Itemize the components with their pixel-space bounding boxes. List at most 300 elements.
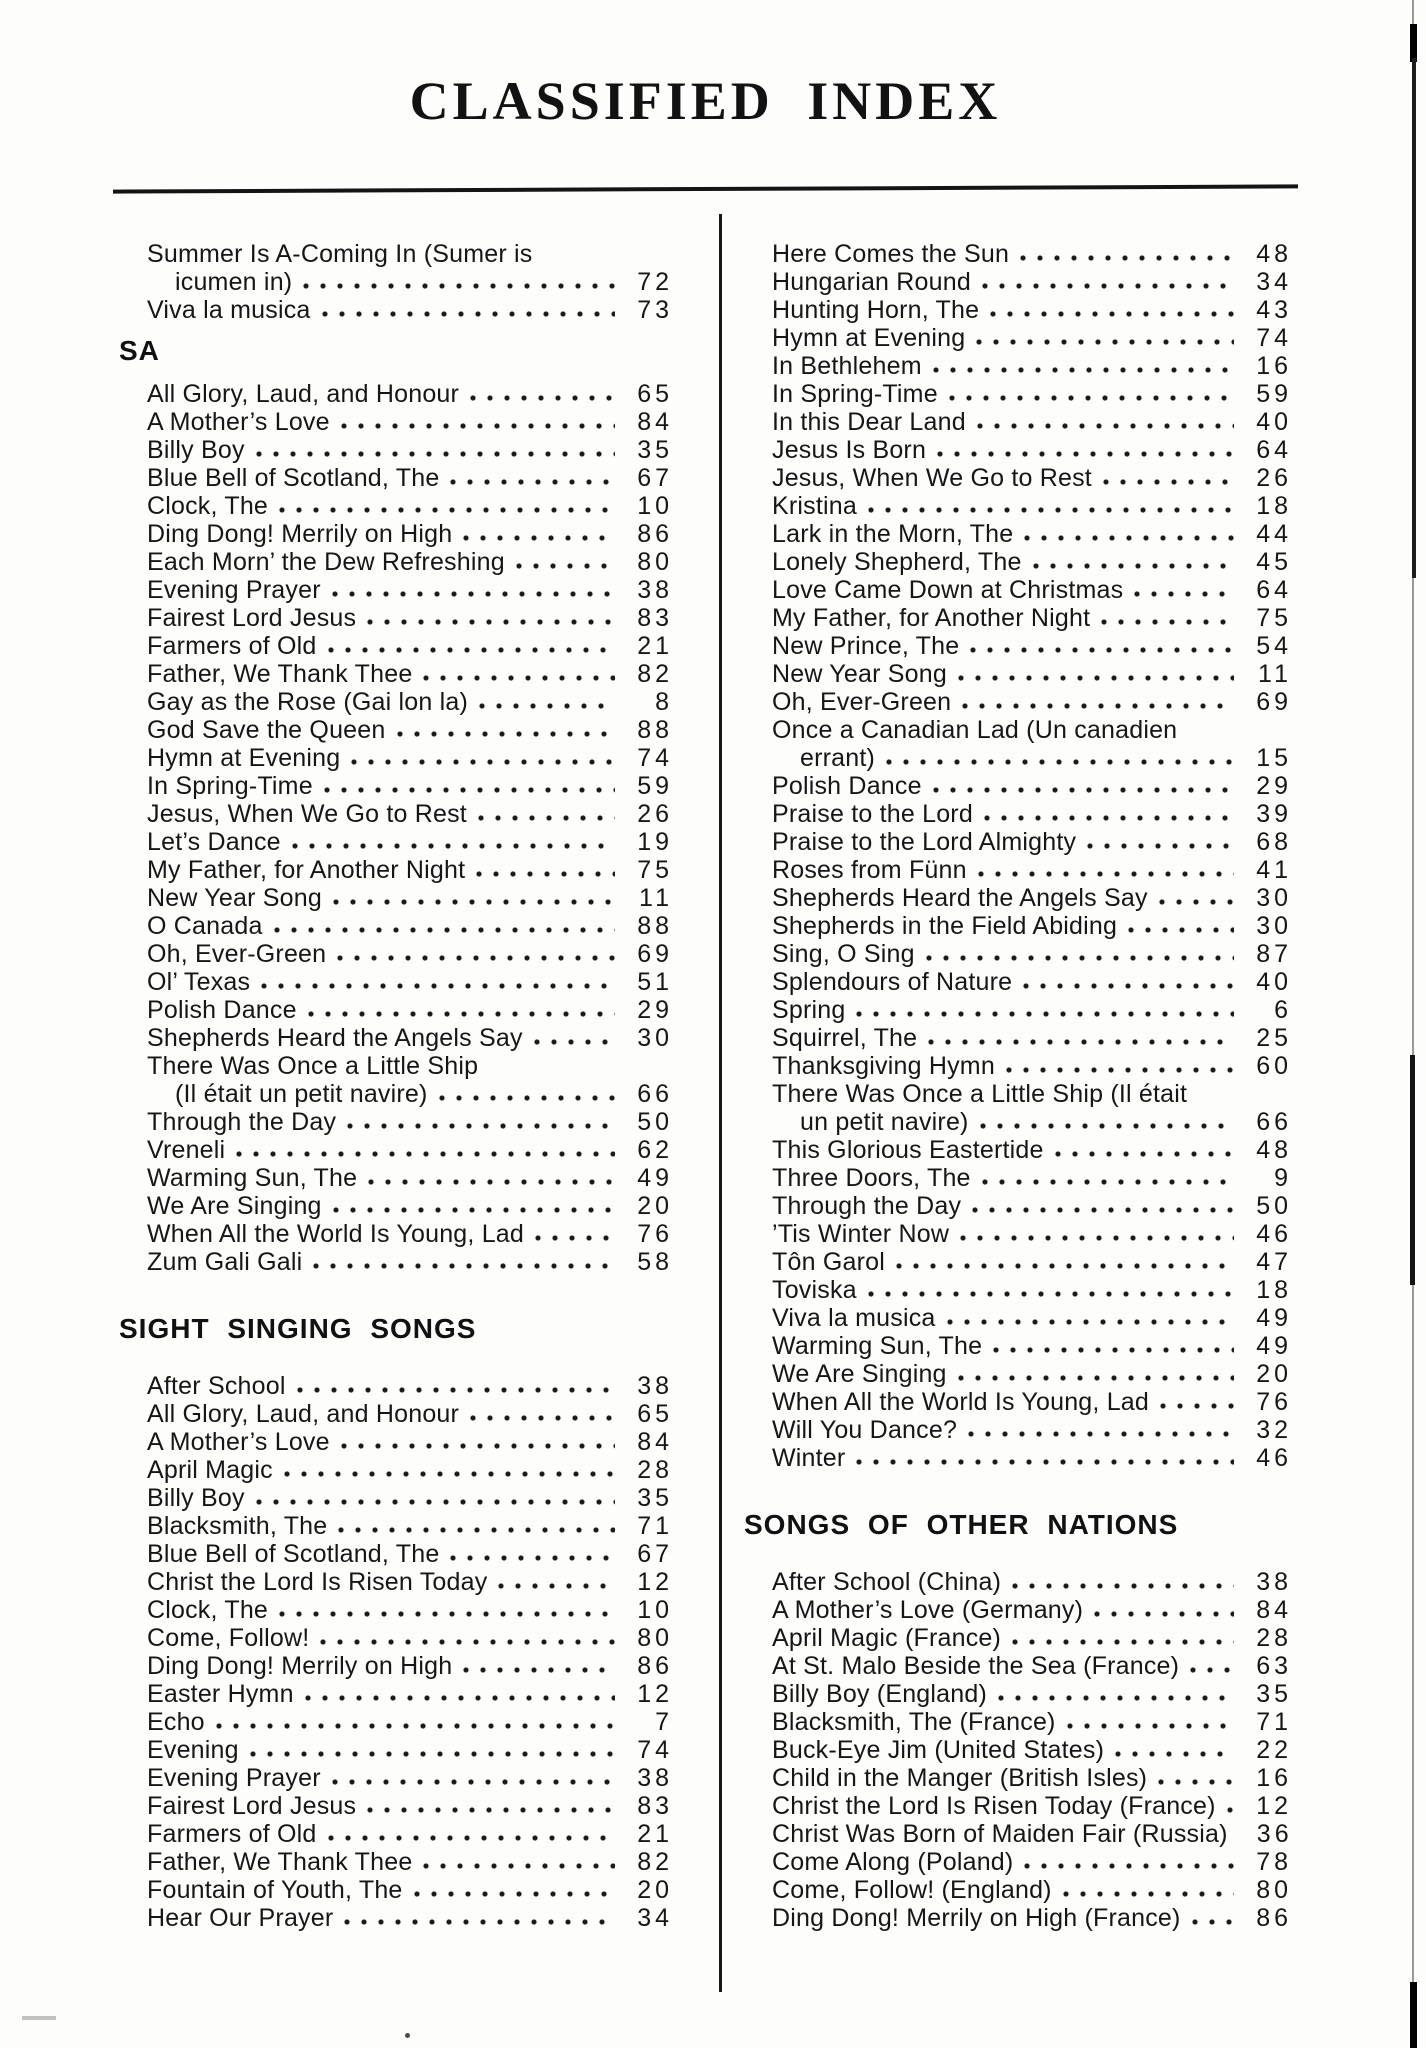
leader-dots: [364, 1164, 615, 1192]
song-title: New Year Song: [147, 884, 322, 912]
leader-dots: [973, 408, 1234, 436]
song-title: Christ the Lord Is Risen Today (France): [772, 1792, 1216, 1820]
page-number: 39: [1256, 800, 1292, 828]
page-number: 30: [1256, 884, 1292, 912]
page-number: 80: [1256, 1876, 1292, 1904]
song-title: Billy Boy: [147, 1484, 245, 1512]
page-number: 75: [637, 856, 673, 884]
song-title: Easter Hymn: [147, 1680, 294, 1708]
index-entry-line: [147, 240, 673, 268]
song-title: Viva la musica: [147, 296, 311, 324]
index-entry-line: [147, 604, 673, 632]
page-number: 9: [1274, 1164, 1292, 1192]
index-entry-line: [147, 1904, 673, 1932]
page-number: 62: [637, 1136, 673, 1164]
song-title: Once a Canadian Lad (Un canadien: [772, 716, 1178, 744]
leader-dots: [328, 576, 615, 604]
index-entry-line: [147, 548, 673, 576]
page-number: 30: [1256, 912, 1292, 940]
song-title: April Magic: [147, 1456, 273, 1484]
page-number: 35: [1256, 1680, 1292, 1708]
page-number: 48: [1256, 1136, 1292, 1164]
leader-dots: [333, 940, 615, 968]
page-number: 66: [637, 1080, 673, 1108]
song-title: After School: [147, 1372, 286, 1400]
index-entry-line: [147, 1876, 673, 1904]
page-number: 69: [1256, 688, 1292, 716]
leader-dots: [958, 688, 1234, 716]
leader-dots: [324, 632, 616, 660]
index-entry-line: [147, 856, 673, 884]
leader-dots: [419, 1848, 615, 1876]
index-entry-line: [147, 800, 673, 828]
song-title: Let’s Dance: [147, 828, 281, 856]
page-number: 49: [1256, 1304, 1292, 1332]
page-number: 74: [637, 744, 673, 772]
page-number: 84: [1256, 1596, 1292, 1624]
song-title: Viva la musica: [772, 1304, 936, 1332]
page-number: 10: [637, 492, 673, 520]
leader-dots: [270, 912, 615, 940]
song-title: Tôn Garol: [772, 1248, 885, 1276]
song-title: Here Comes the Sun: [772, 240, 1010, 268]
index-entry-line: [147, 1428, 673, 1456]
leader-dots: [301, 1680, 615, 1708]
leader-dots: [252, 436, 615, 464]
page-number: 20: [1256, 1360, 1292, 1388]
page-number: 20: [637, 1192, 673, 1220]
song-title: Through the Day: [772, 1192, 962, 1220]
page-number: 65: [637, 1400, 673, 1428]
page-number: 30: [637, 1024, 673, 1052]
leader-dots: [922, 940, 1234, 968]
song-title: After School (China): [772, 1568, 1002, 1596]
song-title: In Spring-Time: [772, 380, 938, 408]
leader-dots: [363, 1792, 615, 1820]
song-title: Polish Dance: [772, 772, 922, 800]
leader-dots: [393, 716, 616, 744]
page-number: 47: [1256, 1248, 1292, 1276]
song-title: Praise to the Lord Almighty: [772, 828, 1077, 856]
song-title: God Save the Queen: [147, 716, 386, 744]
page-number: 51: [637, 968, 673, 996]
index-entry-line: [772, 1052, 1292, 1080]
leader-dots: [472, 856, 615, 884]
leader-dots: [1154, 1764, 1234, 1792]
page-number: 88: [637, 912, 673, 940]
leader-dots: [512, 548, 615, 576]
index-entry-line: [772, 548, 1292, 576]
page-number: 6: [1274, 996, 1292, 1024]
song-title: Shepherds in the Field Abiding: [772, 912, 1118, 940]
song-title: Jesus Is Born: [772, 436, 927, 464]
page-number: 84: [637, 408, 673, 436]
song-title: In this Dear Land: [772, 408, 966, 436]
leader-dots: [989, 1332, 1234, 1360]
song-title: Praise to the Lord: [772, 800, 973, 828]
index-entry-line: [147, 1764, 673, 1792]
page-number: 40: [1256, 968, 1292, 996]
song-title: Ding Dong! Merrily on High: [147, 520, 453, 548]
song-title: Gay as the Rose (Gai lon la): [147, 688, 469, 716]
song-title: Roses from Fünn: [772, 856, 967, 884]
page-number: 41: [1256, 856, 1292, 884]
page-number: 71: [637, 1512, 673, 1540]
song-title: O Canada: [147, 912, 263, 940]
song-title: Polish Dance: [147, 996, 297, 1024]
song-title: Hunting Horn, The: [772, 296, 980, 324]
leader-dots: [435, 1080, 615, 1108]
song-title: un petit navire): [800, 1108, 969, 1136]
song-title: We Are Singing: [772, 1360, 947, 1388]
index-entry-line: [147, 716, 673, 744]
leader-dots: [978, 1164, 1234, 1192]
leader-dots: [929, 352, 1234, 380]
index-entry-line: [147, 1484, 673, 1512]
song-title: Will You Dance?: [772, 1416, 958, 1444]
index-entry-line: [772, 1192, 1292, 1220]
leader-dots: [1083, 828, 1234, 856]
page-number: 12: [1256, 1792, 1292, 1820]
page-number: 26: [637, 800, 673, 828]
song-title: Each Morn’ the Dew Refreshing: [147, 548, 505, 576]
leader-dots: [299, 268, 615, 296]
page-number: 50: [1256, 1192, 1292, 1220]
song-title: Fountain of Youth, The: [147, 1876, 403, 1904]
song-title: When All the World Is Young, Lad: [772, 1388, 1150, 1416]
leader-dots: [280, 1456, 615, 1484]
song-title: Evening Prayer: [147, 1764, 321, 1792]
index-entry-line: [147, 296, 673, 324]
song-title: (Il était un petit navire): [175, 1080, 428, 1108]
page-number: 15: [1256, 744, 1292, 772]
index-entry-line: [147, 1792, 673, 1820]
index-entry-line: [147, 1052, 673, 1080]
song-title: Hymn at Evening: [147, 744, 341, 772]
leader-dots: [212, 1708, 615, 1736]
index-entry-line: [147, 1540, 673, 1568]
page-number: 21: [637, 1820, 673, 1848]
page-number: 40: [1256, 408, 1292, 436]
leader-dots: [304, 996, 615, 1024]
index-section: [119, 335, 673, 1276]
right-column: [744, 240, 1293, 1932]
leader-dots: [966, 632, 1234, 660]
song-title: This Glorious Eastertide: [772, 1136, 1044, 1164]
page-number: 48: [1256, 240, 1292, 268]
song-title: Christ the Lord Is Risen Today: [147, 1568, 488, 1596]
song-title: Father, We Thank Thee: [147, 660, 413, 688]
page-number: 38: [637, 1372, 673, 1400]
page-number: 11: [639, 884, 673, 912]
page-number: 83: [637, 604, 673, 632]
song-title: Blacksmith, The: [147, 1512, 328, 1540]
song-title: Billy Boy: [147, 436, 245, 464]
index-entry-line: [772, 884, 1292, 912]
page-number: 35: [637, 1484, 673, 1512]
leader-dots: [852, 996, 1234, 1024]
page-number: 86: [637, 520, 673, 548]
index-entry-line: [772, 800, 1292, 828]
song-title: All Glory, Laud, and Honour: [147, 380, 460, 408]
song-title: Jesus, When We Go to Rest: [147, 800, 467, 828]
leader-dots: [334, 1512, 615, 1540]
leader-dots: [943, 1304, 1234, 1332]
index-entry-line: [147, 1568, 673, 1596]
index-entry-line: [147, 1624, 673, 1652]
index-entry-line: [772, 996, 1292, 1024]
leader-dots: [257, 968, 615, 996]
page-number: 82: [637, 1848, 673, 1876]
song-title: There Was Once a Little Ship: [147, 1052, 479, 1080]
page-number: 71: [1256, 1708, 1292, 1736]
leader-dots: [475, 688, 615, 716]
index-entry-line: [147, 688, 673, 716]
leader-dots: [459, 1652, 615, 1680]
page-number: 86: [637, 1652, 673, 1680]
song-title: A Mother’s Love: [147, 408, 330, 436]
page-number: 29: [637, 996, 673, 1024]
index-entry-line: [772, 240, 1292, 268]
index-entry-line: [772, 1416, 1292, 1444]
index-entry-line: [147, 1820, 673, 1848]
leader-dots: [964, 1416, 1234, 1444]
index-entry-line: [147, 576, 673, 604]
page-number: 49: [1256, 1332, 1292, 1360]
index-entry-line: [772, 436, 1292, 464]
index-entry-line: [147, 772, 673, 800]
page-number: 80: [637, 1624, 673, 1652]
page-number: 35: [637, 436, 673, 464]
index-entry-line: [147, 1024, 673, 1052]
song-title: Blue Bell of Scotland, The: [147, 1540, 440, 1568]
song-title: Hungarian Round: [772, 268, 971, 296]
page-number: 16: [1256, 1764, 1292, 1792]
song-title: New Prince, The: [772, 632, 960, 660]
scan-speck-artifact: [405, 2033, 410, 2038]
song-title: Farmers of Old: [147, 1820, 317, 1848]
leader-dots: [864, 492, 1234, 520]
page-number: 68: [1256, 828, 1292, 856]
leader-dots: [978, 268, 1234, 296]
index-entry-line: [772, 1652, 1292, 1680]
page-number: 76: [637, 1220, 673, 1248]
column-divider: [719, 214, 722, 1992]
index-entry-line: [772, 1444, 1292, 1472]
index-entry-line: [772, 1276, 1292, 1304]
leader-dots: [1008, 1624, 1234, 1652]
page-number: 64: [1256, 436, 1292, 464]
page-number: 26: [1256, 464, 1292, 492]
page-number: 88: [637, 716, 673, 744]
index-entry-line: [147, 1736, 673, 1764]
page-number: 11: [1258, 660, 1292, 688]
leader-dots: [318, 296, 615, 324]
song-title: A Mother’s Love: [147, 1428, 330, 1456]
leader-dots: [466, 380, 615, 408]
page-number: 49: [637, 1164, 673, 1192]
index-entry-line: [772, 1108, 1292, 1136]
leader-dots: [933, 436, 1234, 464]
scan-edge-artifact: [1410, 1982, 1417, 2048]
scan-edge-artifact: [1412, 58, 1416, 578]
song-title: Through the Day: [147, 1108, 337, 1136]
leader-dots: [994, 1680, 1234, 1708]
index-entry-line: [772, 520, 1292, 548]
leader-dots: [1223, 1792, 1234, 1820]
page-number: 84: [637, 1428, 673, 1456]
page-number: 86: [1256, 1904, 1292, 1932]
leader-dots: [976, 1108, 1234, 1136]
index-entry-line: [147, 1108, 673, 1136]
song-title: Clock, The: [147, 492, 269, 520]
page-number: 58: [637, 1248, 673, 1276]
song-title: Evening Prayer: [147, 576, 321, 604]
page-number: 19: [637, 828, 673, 856]
leader-dots: [1099, 464, 1234, 492]
index-entry-line: [147, 268, 673, 296]
leader-dots: [954, 660, 1234, 688]
song-title: Winter: [772, 1444, 846, 1472]
index-entry-line: [147, 912, 673, 940]
page-number: 12: [637, 1568, 673, 1596]
index-entry-line: [772, 940, 1292, 968]
leader-dots: [956, 1220, 1234, 1248]
leader-dots: [929, 772, 1234, 800]
leader-dots: [1008, 1568, 1234, 1596]
leader-dots: [337, 408, 615, 436]
leader-dots: [232, 1136, 615, 1164]
page-number: 65: [637, 380, 673, 408]
leader-dots: [419, 660, 615, 688]
page-number: 67: [637, 1540, 673, 1568]
song-title: In Spring-Time: [147, 772, 313, 800]
leader-dots: [293, 1372, 615, 1400]
leader-dots: [1020, 1848, 1234, 1876]
index-entry-line: [772, 296, 1292, 324]
page-number: 21: [637, 632, 673, 660]
song-title: Come Along (Poland): [772, 1848, 1014, 1876]
song-title: A Mother’s Love (Germany): [772, 1596, 1084, 1624]
leader-dots: [309, 1248, 615, 1276]
song-title: Shepherds Heard the Angels Say: [772, 884, 1148, 912]
index-entry-line: [147, 492, 673, 520]
leader-dots: [1019, 968, 1234, 996]
song-title: Fairest Lord Jesus: [147, 1792, 357, 1820]
page-number: 34: [1256, 268, 1292, 296]
leader-dots: [1029, 548, 1234, 576]
page-number: 38: [637, 576, 673, 604]
page-number: 74: [637, 1736, 673, 1764]
index-entry-line: [147, 1512, 673, 1540]
index-entry-line: [772, 1136, 1292, 1164]
leader-dots: [882, 744, 1234, 772]
page-title: CLASSIFIED INDEX: [409, 71, 1002, 131]
leader-dots: [530, 1024, 615, 1052]
index-entry-line: [147, 1680, 673, 1708]
index-entry-line: [772, 632, 1292, 660]
index-entry-line: [772, 856, 1292, 884]
index-entry-line: [147, 1136, 673, 1164]
song-title: We Are Singing: [147, 1192, 322, 1220]
leader-dots: [852, 1444, 1234, 1472]
leader-dots: [1188, 1904, 1234, 1932]
index-entry-line: [772, 604, 1292, 632]
index-entry-line: [772, 1736, 1292, 1764]
song-title: Blue Bell of Scotland, The: [147, 464, 440, 492]
leader-dots: [531, 1220, 615, 1248]
page-number: 38: [1256, 1568, 1292, 1596]
page-number: 44: [1256, 520, 1292, 548]
song-title: ’Tis Winter Now: [772, 1220, 950, 1248]
index-entry-line: [772, 688, 1292, 716]
index-entry-line: [772, 716, 1292, 744]
index-entry-line: [772, 1248, 1292, 1276]
index-entry-line: [772, 1332, 1292, 1360]
leader-dots: [410, 1876, 615, 1904]
song-title: Evening: [147, 1736, 239, 1764]
index-entry-line: [772, 408, 1292, 436]
song-title: Blacksmith, The (France): [772, 1708, 1056, 1736]
song-title: My Father, for Another Night: [772, 604, 1091, 632]
page-number: 10: [637, 1596, 673, 1624]
page-number: 36: [1256, 1820, 1293, 1848]
index-entry-line: [147, 1400, 673, 1428]
leader-dots: [446, 464, 615, 492]
page-number: 76: [1256, 1388, 1292, 1416]
leader-dots: [288, 828, 615, 856]
page-number: 75: [1256, 604, 1292, 632]
page-number: 20: [637, 1876, 673, 1904]
song-title: Vreneli: [147, 1136, 226, 1164]
page-number: 73: [637, 296, 673, 324]
title-rule: [113, 184, 1298, 193]
index-entry-line: [772, 268, 1292, 296]
leader-dots: [1130, 576, 1234, 604]
song-title: New Year Song: [772, 660, 947, 688]
leader-dots: [972, 324, 1234, 352]
index-entry-line: [772, 1820, 1292, 1848]
index-entry-line: [147, 940, 673, 968]
leader-dots: [252, 1484, 615, 1512]
page-number: 22: [1256, 1736, 1292, 1764]
page-number: 74: [1256, 324, 1292, 352]
leader-dots: [1051, 1136, 1234, 1164]
scan-smudge-artifact: [22, 2016, 56, 2020]
leader-dots: [474, 800, 615, 828]
index-entry-line: [147, 436, 673, 464]
leader-dots: [329, 884, 615, 912]
leader-dots: [363, 604, 615, 632]
index-entry-line: [772, 576, 1292, 604]
page-number: 46: [1256, 1220, 1292, 1248]
song-title: Thanksgiving Hymn: [772, 1052, 995, 1080]
index-entry-line: [772, 352, 1292, 380]
leader-dots: [343, 1108, 615, 1136]
song-title: Jesus, When We Go to Rest: [772, 464, 1092, 492]
song-title: Billy Boy (England): [772, 1680, 988, 1708]
song-title: Come, Follow!: [147, 1624, 310, 1652]
song-title: When All the World Is Young, Lad: [147, 1220, 525, 1248]
page-number: 82: [637, 660, 673, 688]
song-title: Hymn at Evening: [772, 324, 966, 352]
leader-dots: [340, 1904, 615, 1932]
index-entry-line: [147, 660, 673, 688]
index-entry-line: [147, 996, 673, 1024]
leader-dots: [968, 1192, 1234, 1220]
page-number: 87: [1256, 940, 1292, 968]
page-number: 34: [637, 1904, 673, 1932]
